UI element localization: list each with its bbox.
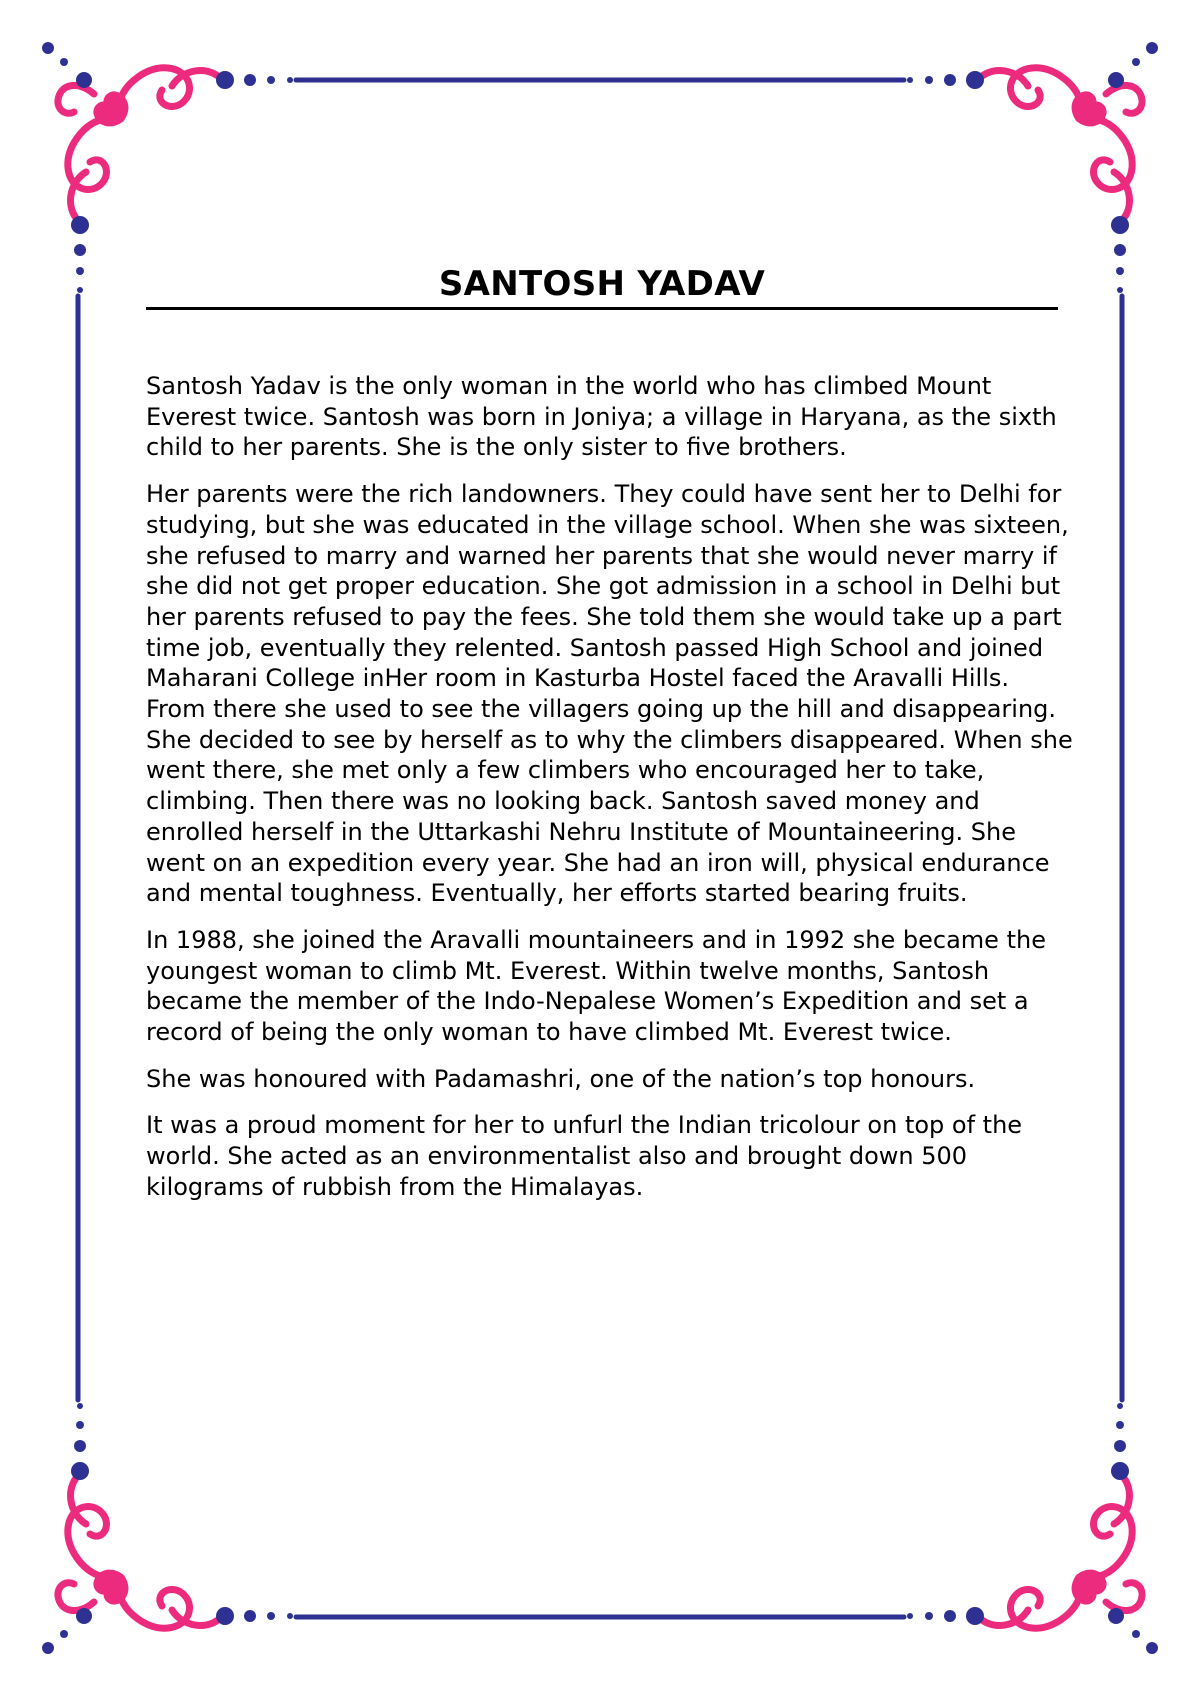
paragraph-4: She was honoured with Padamashri, one of the nation’s top honours. [146,1064,976,1093]
document-title: SANTOSH YADAV [438,264,766,304]
paragraph-2: Her parents were the rich landowners. They could have sent her to Delhi for studying, but she was educated in the village school. When she was sixteen, she refused to marry and warned her parents that she would never marry if she did not get proper education. She got admission in a school in Delhi but her parents refused to pay the fees. She told them she would take up a part time job, eventually they relented. Santosh passed High School and joined Maharani College inHer room in Kasturba Hostel faced the Aravalli Hills. From there she used to see the villagers going up the hill and disappearing. She decided to see by herself as to why the climbers disappeared. When she went there, she met only a few climbers who encouraged her to take, climbing. Then there was no looking back. Santosh saved money and enrolled herself in the Uttarkashi Nehru Institute of Mountaineering. She went on an expedition every year. She had an iron will, physical endurance and mental toughness. Eventually, her efforts started bearing fruits. [146,480,1073,908]
document-body [146,371,1076,1219]
paragraph-5: It was a proud moment for her to unfurl the Indian tricolour on top of the world. She acted as an environmentalist also and brought down 500 kilograms of rubbish from the Himalayas. [146,1111,1023,1201]
paragraph-1: Santosh Yadav is the only woman in the world who has climbed Mount Everest twice. Santosh was born in Joniya; a village in Haryana, as the sixth child to her parents. She is the only sister to five brothers. [146,372,1057,462]
title-underline [146,307,1058,310]
paragraph-3: In 1988, she joined the Aravalli mountaineers and in 1992 she became the youngest woman to climb Mt. Everest. Within twelve months, Santosh became the member of the Indo-Nepalese Women’s Expedition and set a record of being the only woman to have climbed Mt. Everest twice. [146,925,1046,1047]
